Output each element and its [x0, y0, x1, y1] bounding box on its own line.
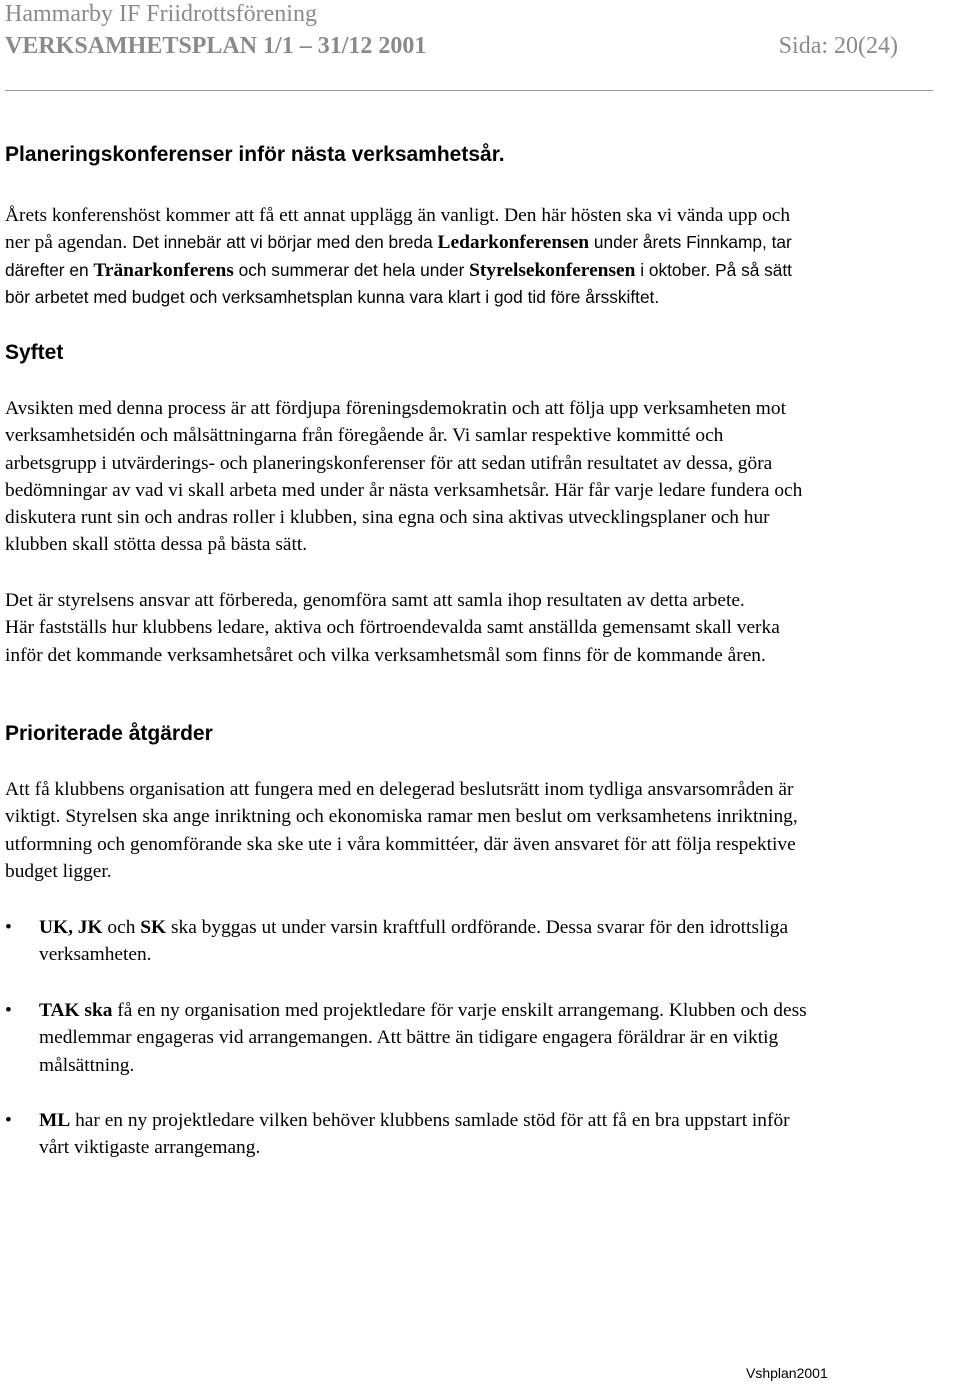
text-line: budget ligger. [5, 860, 112, 882]
text-line: vårt viktigaste arrangemang. [39, 1137, 261, 1159]
header-plan-title: VERKSAMHETSPLAN 1/1 – 31/12 2001 [5, 33, 427, 59]
text-line: diskutera runt sin och andras roller i klubben, sina egna och sina aktivas utvecklingsplaner och hur [5, 507, 770, 529]
text-line: verksamheten. [39, 944, 152, 966]
text-line: verksamhetsidén och målsättningarna från föregående år. Vi samlar respektive kommitté och [5, 425, 724, 447]
text-line: därefter en Tränarkonferens och summerar det hela under Styrelsekonferensen i oktober. På så sätt [5, 259, 792, 281]
text-line: UK, JK och SK ska byggas ut under varsin kraftfull ordförande. Dessa svarar för den idrottsliga [39, 917, 789, 938]
paragraph-prioriterade [5, 776, 960, 885]
text-line: arbetsgrupp i utvärderings- och planeringskonferenser för att sedan utifrån resultatet av dessa, göra [5, 452, 773, 474]
text-line: inför det kommande verksamhetsåret och vilka verksamhetsmål som finns för de kommande åren. [5, 644, 766, 666]
footer-label: Vshplan2001 [746, 1365, 828, 1381]
text-line: bör arbetet med budget och verksamhetsplan kunna vara klart i god tid före årsskiftet. [5, 286, 660, 307]
paragraph-syftet-2 [5, 587, 960, 669]
text-line: medlemmar engageras vid arrangemangen. Att bättre än tidigare engagera föräldrar är en viktig [39, 1027, 779, 1049]
bullet-icon: • [5, 917, 12, 938]
section-heading-prioriterade: Prioriterade åtgärder [5, 722, 213, 745]
text-line: utformning och genomförande ska ske ute i våra kommittéer, där även ansvaret för att följa respektive [5, 833, 796, 855]
header-divider [5, 90, 933, 91]
text-line: ML har en ny projektledare vilken behöver klubbens samlade stöd för att få en bra uppstart inför [39, 1110, 790, 1131]
header-organization: Hammarby IF Friidrottsförening [5, 1, 317, 27]
text-line: ner på agendan. Det innebär att vi börjar med den breda Ledarkonferensen under årets Finnkamp, tar [5, 232, 792, 254]
text-line: Det är styrelsens ansvar att förbereda, genomföra samt att samla ihop resultaten av detta arbete. [5, 590, 745, 611]
bullet-icon: • [5, 1110, 12, 1131]
text-line: Här fastställs hur klubbens ledare, aktiva och förtroendevalda samt anställda gemensamt skall verka [5, 617, 780, 639]
text-line: viktigt. Styrelsen ska ange inriktning och ekonomiska ramar men beslut om verksamhetens inriktning, [5, 806, 798, 828]
text-line: bedömningar av vad vi skall arbeta med under år nästa verksamhetsår. Här får varje ledare fundera och [5, 479, 803, 501]
text-line: Årets konferenshöst kommer att få ett annat upplägg än vanligt. Den här hösten ska vi vända upp och [5, 205, 791, 226]
header-page-number: Sida: 20(24) [778, 33, 898, 59]
section-heading-planning: Planeringskonferenser inför nästa verksamhetsår. [5, 143, 505, 166]
bullet-icon: • [5, 1000, 12, 1021]
text-line: Avsikten med denna process är att fördjupa föreningsdemokratin och att följa upp verksamheten mot [5, 398, 786, 419]
paragraph-planning [5, 202, 960, 311]
text-line: TAK ska få en ny organisation med projektledare för varje enskilt arrangemang. Klubben och dess [39, 1000, 807, 1021]
paragraph-syftet-1 [5, 395, 960, 559]
text-line: Att få klubbens organisation att fungera med en delegerad beslutsrätt inom tydliga ansvarsområden är [5, 779, 794, 800]
text-line: klubben skall stötta dessa på bästa sätt. [5, 534, 308, 556]
section-heading-syftet: Syftet [5, 341, 64, 364]
text-line: målsättning. [39, 1054, 135, 1076]
